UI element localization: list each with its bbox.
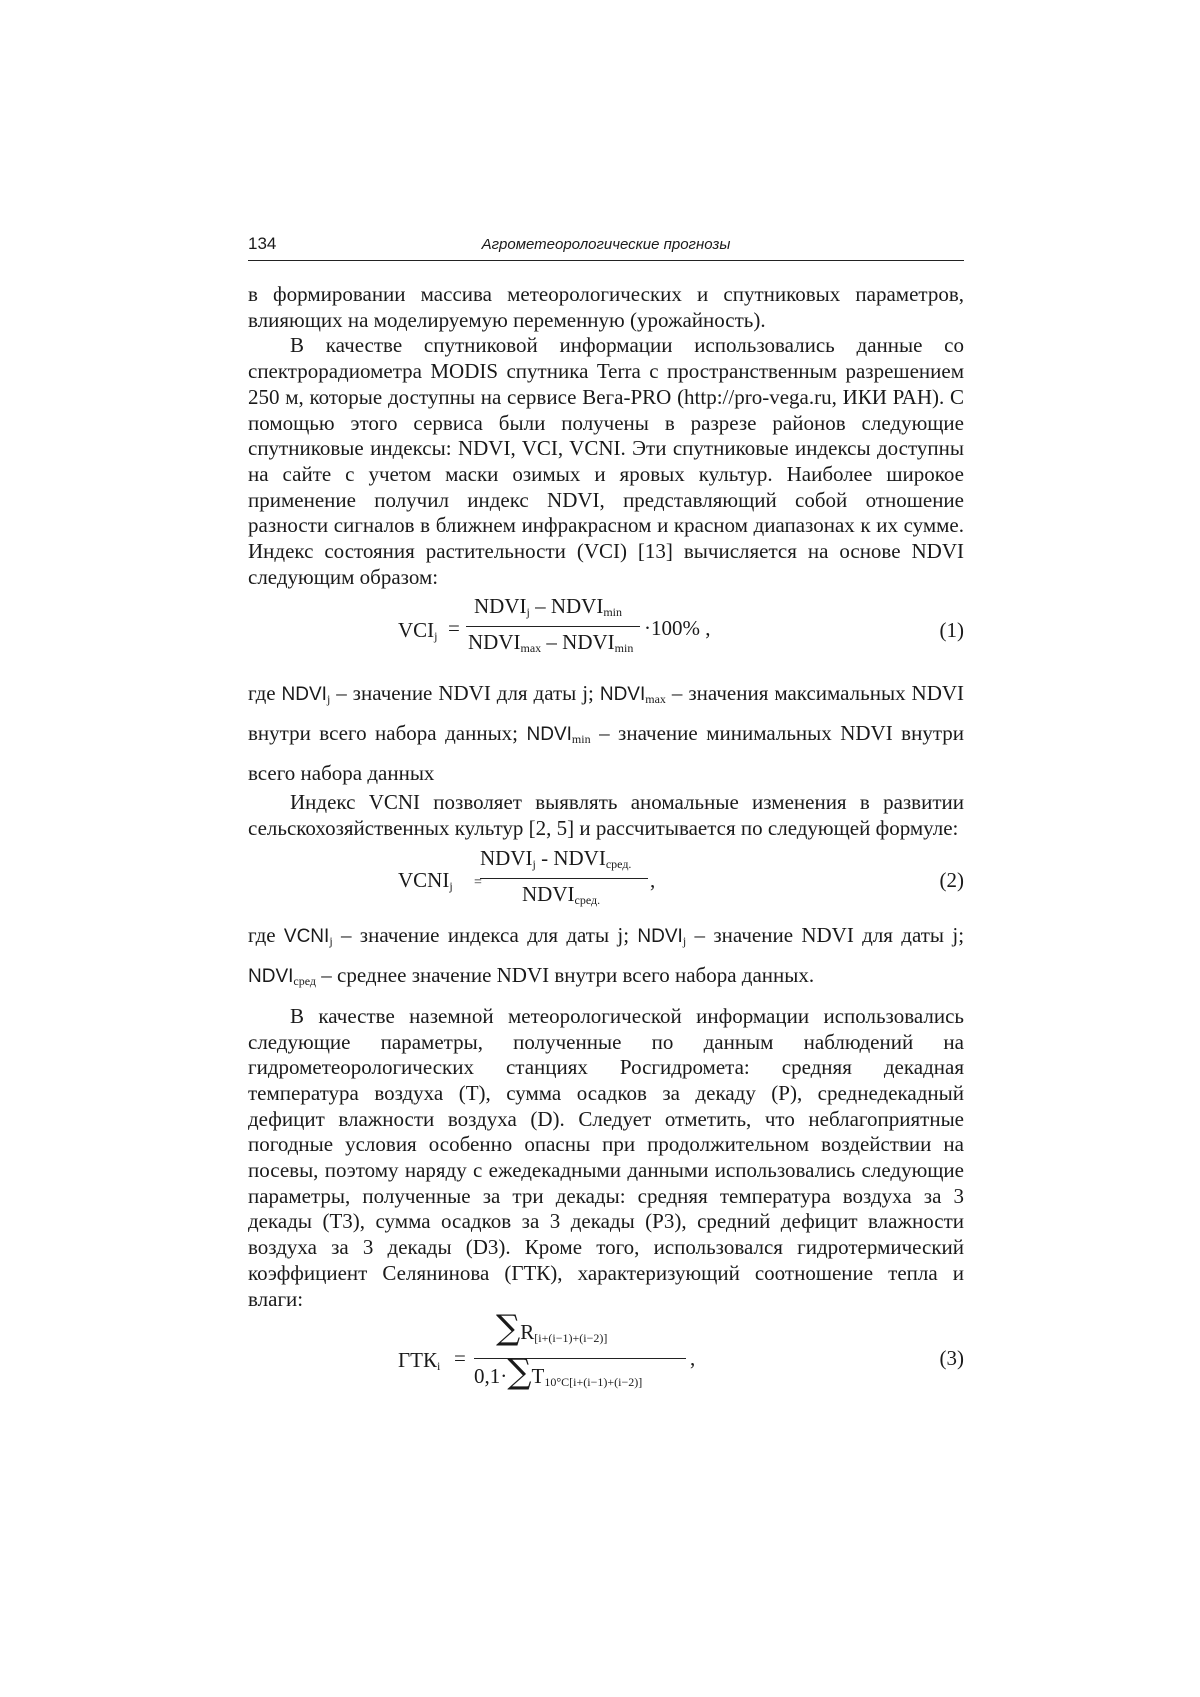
eq1-equals: = [448,616,460,641]
eq2-fraction-bar [480,878,648,879]
eq3-lhs: $ГТК_i$ [398,1348,441,1374]
equation-2-legend: где $VCNI_j$ – значение индекса для даты j; $NDVI_j$ – значение NDVI для даты j; $NDVI_{сред}$ – среднее значение NDVI внутри всего набора данных. [248,922,965,988]
eq3-denominator: $0,1\cdot\sum T_{10^\circ C[i+(i-1)+(i-2)]}$ [474,1352,643,1393]
eq3-numerator: $\sum R_{[i+(i-1)+(i-2)]}$ [496,1308,608,1349]
page-header [248,232,964,261]
equation-2 [248,846,964,914]
paragraph: В качестве спутниковой информации использовались данные со спектрорадиометра MODIS спутника Terra с пространственным разрешением 250 м, которые доступны на сервисе Вега-PRO (http://pro-vega.ru, ИКИ РАН). С помощью этого сервиса были получены в разрезе районов следующие спутниковые индексы: NDVI, VCI, VCNI. Эти спутниковые индексы доступны на сайте с учетом маски озимых и яровых культур. Наиболее широкое применение получил индекс NDVI, представляющий собой отношение разности сигналов в ближнем инфракрасном и красном диапазонах к их сумме. Индекс состояния растительности (VCI) [13] вычисляется на основе NDVI следующим образом: [248,333,964,589]
eq3-fraction-bar [474,1358,686,1359]
page-body [248,282,964,1414]
equation-number: (3) [939,1346,964,1371]
equation-number: (2) [939,867,964,892]
eq2-numerator: $NDVI_j$ - $NDVI_{сред.}$ [480,845,632,871]
eq3-comma: , [690,1346,696,1371]
eq1-denominator: $NDVI_{max}$ – $NDVI_{min}$ [468,630,634,656]
paragraph: Индекс VCNI позволяет выявлять аномальные изменения в развитии сельскохозяйственных культур [2, 5] и рассчитывается по следующей формуле: [248,790,964,841]
eq1-factor: ·100% , [644,616,711,641]
equation-1 [248,594,964,672]
eq2-lhs: $VCNI_j$ [398,867,453,893]
equation-number: (1) [939,618,964,643]
eq2-comma: , [650,867,656,892]
eq3-equals: = [454,1346,466,1371]
eq2-equals: = [474,874,482,890]
eq1-numerator: $NDVI_j$ – $NDVI_{min}$ [474,594,623,620]
equation-1-legend: где $NDVI_j$ – значение NDVI для даты j; $NDVI_{max}$ – значения максимальных NDVI внутри всего набора данных; $NDVI_{min}$ – значение минимальных NDVI внутри всего набора данных [248,681,965,786]
eq2-denominator: $NDVI_{сред.}$ [522,881,601,907]
paragraph: В качестве наземной метеорологической информации использовались следующие параметры, полученные по данным наблюдений на гидрометеорологических станциях Росгидромета: средняя декадная температура воздуха (T), сумма осадков за декаду (P), среднедекадный дефицит влажности воздуха (D). Следует отметить, что неблагоприятные погодные условия особенно опасны при продолжительном воздействии на посевы, поэтому наряду с ежедекадными данными использовались следующие параметры, полученные за три декады: средняя температура воздуха за 3 декады (T3), сумма осадков за 3 декады (P3), средний дефицит влажности воздуха за 3 декады (D3). Кроме того, использовался гидротермический коэффициент Селянинова (ГТК), характеризующий соотношение тепла и влаги: [248,1003,964,1311]
running-title: Агрометеорологические прогнозы [481,236,731,253]
eq1-fraction-bar [466,626,640,627]
page-number: 134 [248,234,277,253]
equation-3 [248,1308,964,1410]
paragraph: в формировании массива метеорологических и спутниковых параметров, влияющих на моделируемую переменную (урожайность). [248,282,964,332]
eq1-lhs: $VCI_j$ [398,618,438,644]
